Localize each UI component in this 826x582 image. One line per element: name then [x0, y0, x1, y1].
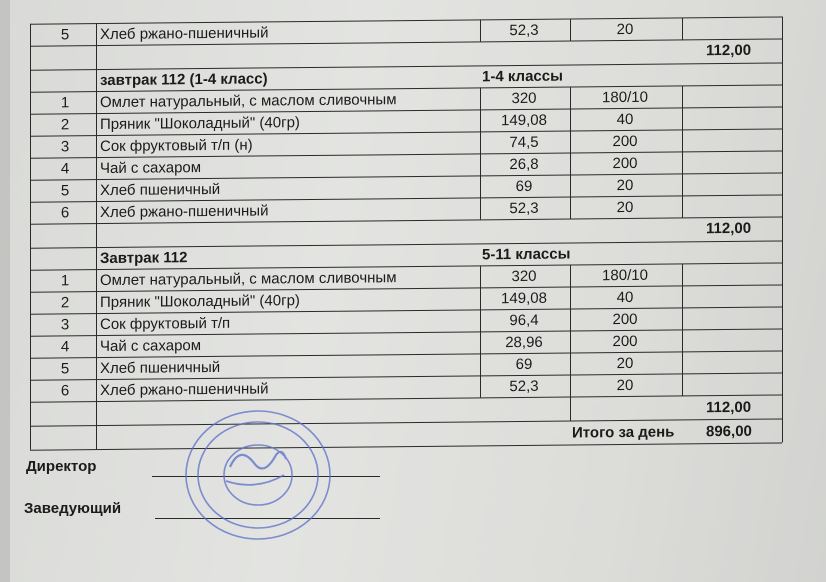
- section-total: 112,00: [706, 398, 752, 417]
- dish-weight: 180/10: [602, 266, 648, 285]
- dish-weight: 200: [612, 332, 638, 351]
- row-number: 6: [60, 204, 70, 222]
- row-number: 2: [60, 294, 70, 312]
- dish-weight: 20: [616, 20, 634, 39]
- dish-weight: 20: [616, 176, 634, 195]
- dish-price: 28,96: [505, 333, 543, 352]
- dish-weight: 200: [612, 132, 638, 151]
- row-number: 6: [60, 382, 70, 400]
- section-total: 112,00: [706, 219, 752, 238]
- row-number: 2: [60, 116, 70, 134]
- row-number: 5: [60, 26, 70, 44]
- dish-name: Сок фруктовый т/п: [100, 314, 231, 334]
- row-number: 1: [60, 272, 70, 290]
- official-stamp-icon: [178, 405, 338, 545]
- row-number: 4: [60, 160, 70, 178]
- dish-weight: 20: [616, 376, 634, 395]
- section-title: Завтрак 112: [100, 249, 188, 268]
- dish-name: Хлеб ржано-пшеничный: [100, 202, 269, 222]
- row-number: 1: [60, 94, 70, 112]
- dish-price: 96,4: [509, 311, 539, 330]
- dish-name: Хлеб ржано-пшеничный: [100, 24, 269, 44]
- dish-name: Чай с сахаром: [100, 337, 202, 356]
- dish-name: Пряник "Шоколадный" (40гр): [100, 114, 300, 134]
- dish-price: 69: [515, 355, 533, 374]
- day-total-label: Итого за день: [572, 423, 675, 442]
- dish-name: Омлет натуральный, с маслом сливочным: [100, 91, 397, 112]
- dish-weight: 20: [616, 354, 634, 373]
- dish-price: 149,08: [501, 111, 547, 130]
- dish-price: 320: [511, 89, 537, 108]
- dish-name: Пряник "Шоколадный" (40гр): [100, 292, 300, 312]
- row-number: 3: [60, 138, 70, 156]
- dish-name: Чай с сахаром: [100, 159, 202, 178]
- dish-price: 52,3: [509, 21, 539, 40]
- day-total-value: 896,00: [706, 422, 752, 441]
- dish-price: 26,8: [509, 155, 539, 174]
- section-classes: 5-11 классы: [482, 245, 571, 264]
- section-classes: 1-4 классы: [482, 67, 563, 86]
- director-label: Директор: [26, 458, 97, 475]
- dish-price: 52,3: [509, 377, 539, 396]
- section-title: завтрак 112 (1-4 класс): [100, 70, 268, 90]
- dish-price: 69: [515, 177, 533, 196]
- row-number: 5: [60, 182, 70, 200]
- dish-price: 52,3: [509, 199, 539, 218]
- dish-weight: 200: [612, 310, 638, 329]
- dish-price: 74,5: [509, 133, 539, 152]
- dish-name: Хлеб пшеничный: [100, 180, 221, 200]
- dish-name: Хлеб пшеничный: [100, 358, 221, 378]
- dish-name: Хлеб ржано-пшеничный: [100, 380, 269, 400]
- row-number: 5: [60, 360, 70, 378]
- row-number: 3: [60, 316, 70, 334]
- dish-name: Омлет натуральный, с маслом сливочным: [100, 269, 397, 290]
- section-total: 112,00: [706, 41, 752, 60]
- dish-weight: 200: [612, 154, 638, 173]
- dish-weight: 20: [616, 198, 634, 217]
- dish-weight: 40: [616, 288, 634, 307]
- manager-label: Заведующий: [24, 500, 122, 517]
- dish-price: 320: [511, 267, 537, 286]
- dish-price: 149,08: [501, 289, 547, 308]
- dish-weight: 180/10: [602, 88, 648, 107]
- dish-weight: 40: [616, 110, 634, 129]
- dish-name: Сок фруктовый т/п (н): [100, 136, 253, 156]
- row-number: 4: [60, 338, 70, 356]
